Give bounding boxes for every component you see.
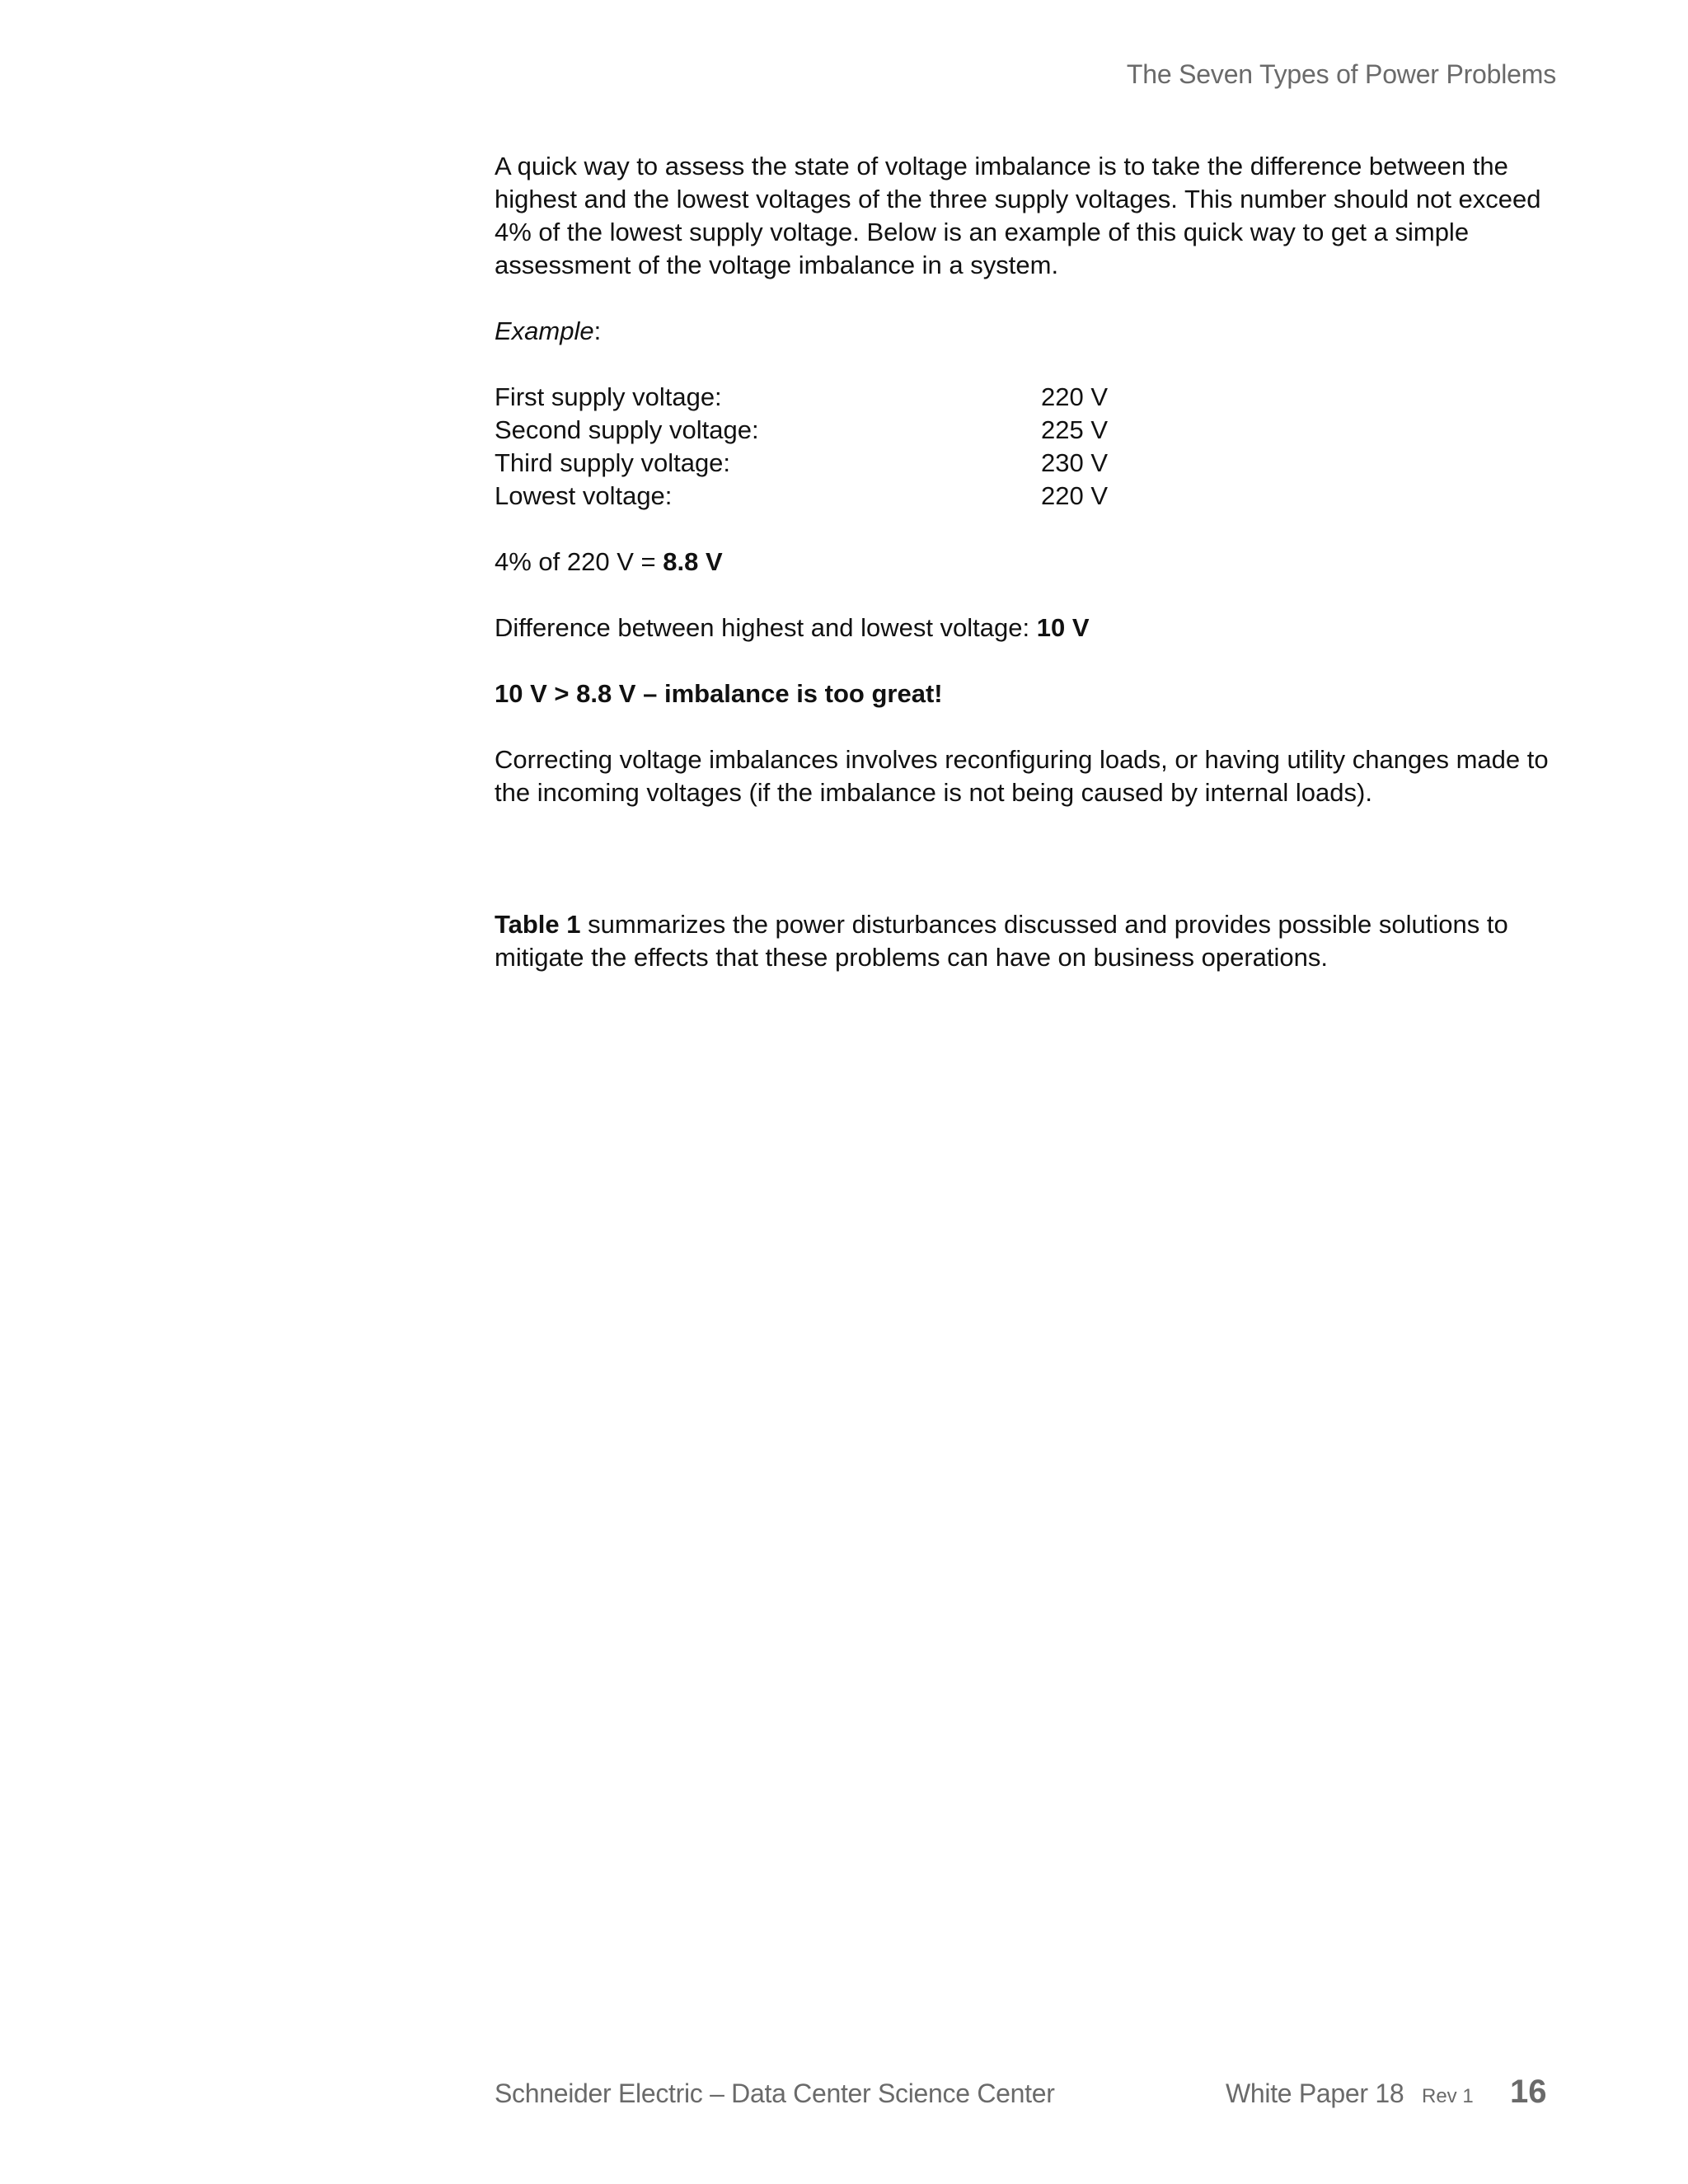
difference-prefix: Difference between highest and lowest voltage: [495, 613, 1037, 642]
voltage-row [495, 381, 1566, 414]
percent-calculation [495, 546, 1566, 579]
correction-paragraph: Correcting voltage imbalances involves reconfiguring loads, or having utility changes made to the incoming voltages (if the imbalance is not being caused by internal loads). [495, 745, 1549, 807]
example-label: Example [495, 316, 594, 345]
percent-calc-result: 8.8 V [663, 547, 723, 576]
voltage-value: 230 V [1041, 448, 1109, 477]
page-number: 16 [1510, 2074, 1547, 2110]
voltage-label: First supply voltage: [495, 382, 722, 411]
voltage-list [495, 381, 1566, 513]
voltage-value: 220 V [1041, 481, 1109, 510]
voltage-label: Third supply voltage: [495, 448, 731, 477]
difference-line [495, 612, 1566, 644]
footer-revision: Rev 1 [1422, 2085, 1474, 2107]
voltage-label: Second supply voltage: [495, 415, 759, 444]
footer-organization: Schneider Electric – Data Center Science Center [495, 2079, 1055, 2108]
voltage-value: 220 V [1041, 382, 1109, 411]
table-reference-link: Table 1 [495, 910, 581, 939]
intro-paragraph: A quick way to assess the state of voltage imbalance is to take the difference between the highest and the lowest voltages of the three supply voltages. This number should not exceed 4% of the lowest supply voltage. Below is an example of this quick way to get a simple assessment of the voltage imbalance in a system. [495, 152, 1541, 279]
percent-calc-prefix: 4% of 220 V = [495, 547, 663, 576]
conclusion-text: 10 V > 8.8 V – imbalance is too great! [495, 679, 943, 708]
conclusion-line [495, 677, 1566, 710]
table-reference-text: summarizes the power disturbances discussed and provides possible solutions to mitigate the effects that these problems can have on business operations. [495, 910, 1508, 972]
voltage-row [495, 447, 1566, 480]
difference-result: 10 V [1036, 613, 1090, 642]
table-reference-paragraph [495, 908, 1566, 974]
voltage-label: Lowest voltage: [495, 481, 673, 510]
section-spacer [495, 842, 1566, 908]
voltage-row [495, 414, 1566, 447]
voltage-value: 225 V [1041, 415, 1109, 444]
footer-paper-number: White Paper 18 [1226, 2079, 1404, 2108]
voltage-row [495, 480, 1566, 513]
example-heading [495, 315, 1566, 348]
example-colon: : [593, 316, 602, 345]
running-footer [495, 2074, 1550, 2120]
running-header-title: The Seven Types of Power Problems [1126, 59, 1556, 89]
document-body [495, 150, 1566, 1007]
